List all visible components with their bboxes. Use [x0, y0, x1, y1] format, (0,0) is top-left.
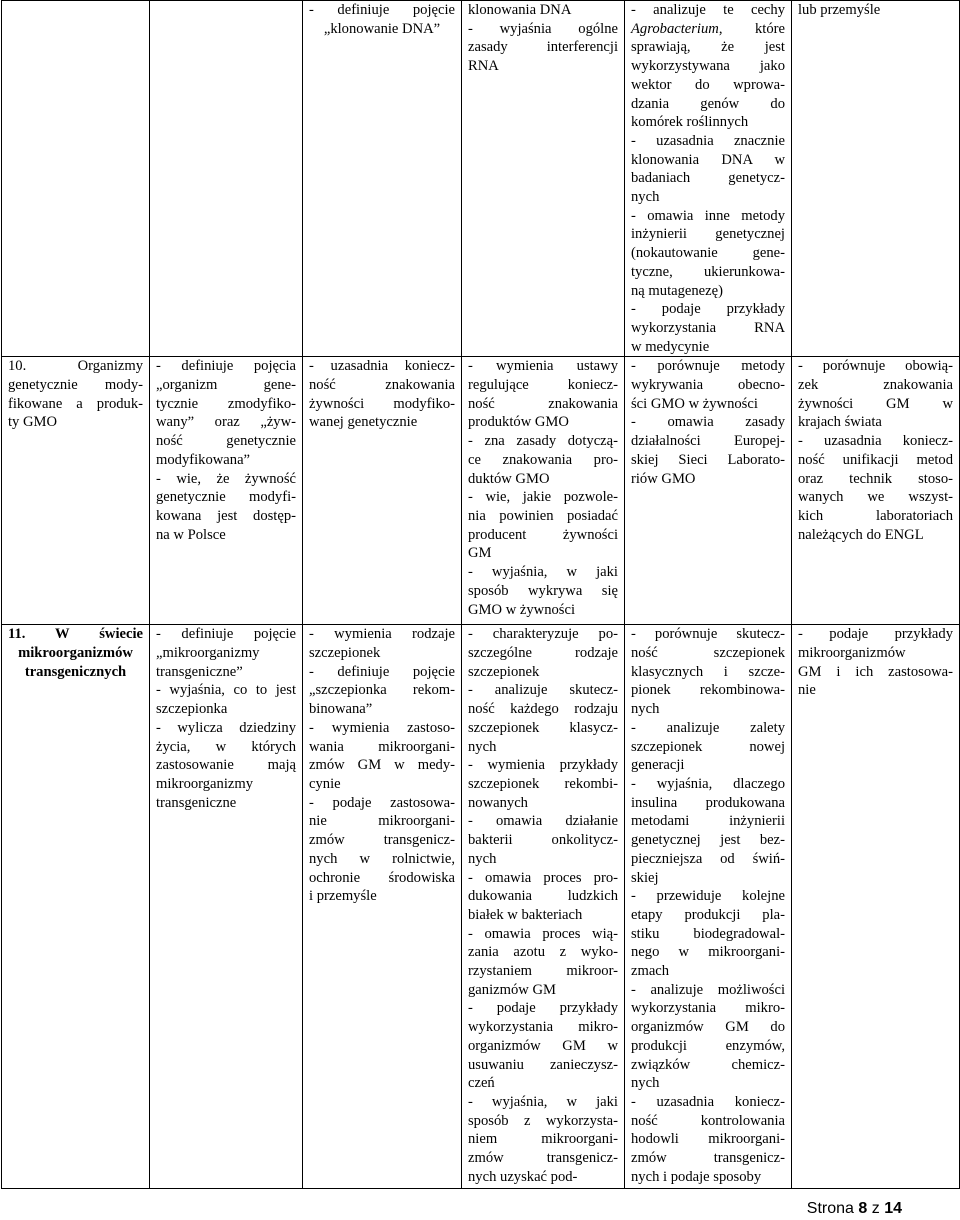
requirements-cell [625, 357, 792, 625]
text-line: GMO w żywności [468, 601, 576, 618]
text-line: stiku biodegradowal- [631, 925, 785, 942]
text-line: kowana jest dostęp- [156, 507, 296, 524]
text-line: produktów GMO [468, 414, 569, 431]
text-line: - przewiduje kolejne [631, 888, 785, 905]
text-line: szczególne rodzaje [468, 645, 618, 662]
requirements-cell [150, 1, 303, 357]
curriculum-table [1, 0, 960, 1189]
text-line: klasycznych i szcze- [631, 663, 785, 680]
text-line: modyfikowana” [156, 451, 251, 468]
text-line: szczepionek [309, 645, 381, 662]
text-line: - zna zasady dotyczą- [468, 433, 618, 450]
text-line: „klonowanie DNA” [323, 20, 441, 37]
text-line: - analizuje skutecz- [468, 682, 618, 699]
text-line: sposób wykrywa się [468, 582, 618, 599]
text-line: ści GMO w żywności [631, 395, 758, 412]
text-line: - uzasadnia znacznie [631, 132, 785, 149]
text-line: ność kontrolowania [631, 1112, 785, 1129]
text-line: klonowania DNA w [631, 151, 785, 168]
species-name: Agrobacterium [631, 20, 719, 37]
text-line: hodowli mikroorgani- [631, 1131, 785, 1148]
text-line: ną mutagenezę) [631, 282, 723, 299]
text-line: szczepionek klasycz- [468, 719, 618, 736]
text-line: nych [631, 189, 660, 206]
text-line: szczepionka [156, 701, 228, 718]
text-line: - omawia inne metody [631, 207, 785, 224]
text-line: zmów GM w medy- [309, 757, 455, 774]
text-line: - omawia proces pro- [468, 869, 618, 886]
topic-cell [2, 625, 150, 1189]
text-line: duktów GMO [468, 470, 550, 487]
text-line: ochronie środowiska [309, 869, 455, 886]
text-line: etapy produkcji pla- [631, 906, 785, 923]
text-line: nych i podaje sposoby [631, 1168, 762, 1185]
text-line: szczepionek [468, 663, 540, 680]
text-line: „szczepionka rekom- [309, 682, 455, 699]
topic-line: 10. Organizmy [8, 358, 143, 375]
text-line: komórek roślinnych [631, 114, 749, 131]
requirements-cell [150, 357, 303, 625]
text-line: - wyjaśnia, w jaki [468, 564, 618, 581]
text-line: - wyjaśnia, co to jest [156, 682, 296, 699]
text-line: - omawia zasady [631, 414, 785, 431]
text-line: lub przemyśle [798, 2, 881, 18]
text-line: ce znakowania pro- [468, 451, 618, 468]
text-line: krajach świata [798, 414, 882, 431]
text-line: zmów transgenicz- [309, 832, 455, 849]
requirements-cell [462, 1, 625, 357]
text-line: działalności Europej- [631, 433, 785, 450]
text-line: nych [631, 1075, 660, 1092]
text-line: - uzasadnia koniecz- [309, 358, 455, 375]
text-line: „mikroorganizmy [156, 645, 260, 662]
text-line: sposób z wykorzysta- [468, 1112, 618, 1129]
topic-line: genetycznie mody- [8, 377, 143, 394]
table-row [2, 357, 960, 625]
requirements-cell [303, 357, 462, 625]
text-line: żywności GM w [798, 395, 953, 412]
text-line: - omawia proces wią- [468, 925, 618, 942]
requirements-cell [792, 357, 960, 625]
text-line: organizmów GM w [468, 1037, 618, 1054]
text-line: wektor do wprowa- [631, 76, 785, 93]
text-line: zastosowanie mają [156, 757, 296, 774]
text-line: wykorzystania mikro- [631, 1000, 785, 1017]
requirements-cell [303, 625, 462, 1189]
text-line: „organizm gene- [156, 377, 296, 394]
topic-line: ty GMO [8, 414, 58, 431]
text-line: zania azotu z wyko- [468, 944, 618, 961]
text-line: badaniach genetycz- [631, 170, 785, 187]
text-line: wykorzystywana jako [631, 58, 785, 75]
text-line: - wyjaśnia ogólne [468, 20, 618, 37]
text-line: - wyjaśnia, dlaczego [631, 775, 785, 792]
text-line: - porównuje obowią- [798, 358, 953, 375]
text-line: wanej genetycznie [309, 414, 418, 431]
text-line: transgeniczne [156, 794, 237, 811]
text-line: usuwaniu zanieczysz- [468, 1056, 618, 1073]
text-line: genetycznie modyfi- [156, 489, 296, 506]
text-line: wykrywania obecno- [631, 377, 785, 394]
requirements-cell [150, 625, 303, 1189]
text-line: ność każdego rodzaju [468, 701, 618, 718]
text-line: klonowania DNA [468, 2, 572, 18]
text-line: na w Polsce [156, 526, 226, 543]
topic-line: transgenicznych [24, 663, 127, 680]
text-line: nego w mikroorgani- [631, 944, 785, 961]
text-line: nych [468, 738, 497, 755]
text-line: nowanych [468, 794, 528, 811]
page-number: Strona 8 z 14 [806, 1200, 902, 1217]
text-line: - wie, że żywność [156, 470, 296, 487]
requirements-cell [303, 1, 462, 357]
text-line: generacji [631, 757, 685, 774]
text-line: nych uzyskać pod- [468, 1168, 578, 1185]
text-line: binowana” [309, 701, 373, 718]
text-line: dukowania ludzkich [468, 888, 618, 905]
text-line: produkcji enzymów, [631, 1037, 785, 1054]
text-line: ność genetycznie [156, 433, 296, 450]
requirements-cell [625, 625, 792, 1189]
text-line: ność znakowania [309, 377, 455, 394]
text-line: riów GMO [631, 470, 696, 487]
text-line: GM i ich zastosowa- [798, 663, 953, 680]
text-line: inżynierii genetycznej [631, 226, 785, 243]
text-line: ganizmów GM [468, 981, 556, 998]
text-line: mikroorganizmy [156, 775, 254, 792]
text-line: transgeniczne” [156, 663, 243, 680]
text-line: - podaje zastosowa- [309, 794, 455, 811]
text-line: wanych we wszyst- [798, 489, 953, 506]
text-line: ność szczepionek [631, 645, 785, 662]
text-line: kich laboratoriach [798, 507, 953, 524]
text-line: zmach [631, 963, 670, 980]
text-line: w medycynie [631, 338, 710, 355]
text-line: życia, w których [156, 738, 296, 755]
text-line: metodami inżynierii [631, 813, 785, 830]
text-line: nie [798, 682, 816, 699]
text-line: niem mikroorgani- [468, 1131, 618, 1148]
topic-cell [2, 357, 150, 625]
text-line: - podaje przykłady [798, 626, 953, 643]
text-line: skiej [631, 869, 659, 886]
text-line: wykorzystania RNA [631, 319, 785, 336]
text-line: nia powinien posiadać [468, 507, 618, 524]
text-line: zasady interferencji [468, 39, 618, 56]
text-line: organizmów GM do [631, 1019, 785, 1036]
text-line: Agrobacterium, które [631, 20, 785, 37]
text-line: nych [468, 850, 497, 867]
text-line: - definiuje pojęcie [309, 2, 455, 18]
text-line: RNA [468, 58, 499, 75]
text-line: regulujące koniecz- [468, 377, 618, 394]
text-line: nie mikroorgani- [309, 813, 455, 830]
text-line: genetycznej jest bez- [631, 832, 785, 849]
text-line: białek w bakteriach [468, 906, 583, 923]
requirements-cell [462, 357, 625, 625]
table-row [2, 1, 960, 357]
text-line: zek znakowania [798, 377, 953, 394]
topic-line: mikroorganizmów [18, 645, 133, 662]
text-line: - charakteryzuje po- [468, 626, 618, 643]
text-line: ność znakowania [468, 395, 618, 412]
text-line: pieczniejsza od świń- [631, 850, 785, 867]
text-line: nych [631, 701, 660, 718]
text-line: (nokautowanie gene- [631, 245, 785, 262]
text-line: żywności modyfiko- [309, 395, 455, 412]
text-line: - omawia działanie [468, 813, 618, 830]
table-row [2, 625, 960, 1189]
text-line: - uzasadnia koniecz- [631, 1093, 785, 1110]
text-line: - wymienia zastoso- [309, 719, 455, 736]
text-line: związków chemicz- [631, 1056, 785, 1073]
text-line: - analizuje zalety [631, 719, 785, 736]
text-line: tyczne, ukierunkowa- [631, 263, 785, 280]
topic-line: 11. W świecie [8, 626, 143, 643]
text-line: - porównuje metody [631, 358, 785, 375]
text-line: dzania genów do [631, 95, 785, 112]
text-line: tycznie zmodyfiko- [156, 395, 296, 412]
text-line: - definiuje pojęcie [309, 663, 455, 680]
text-line: nych w rolnictwie, [309, 850, 455, 867]
text-line: - wymienia ustawy [468, 358, 618, 375]
text-line: - definiuje pojęcia [156, 358, 296, 375]
text-line: cynie [309, 775, 341, 792]
text-line: wany” oraz „żyw- [156, 414, 296, 431]
text-line: - analizuje możliwości [631, 981, 785, 998]
text-line: wykorzystania mikro- [468, 1019, 618, 1036]
text-line: zmów transgenicz- [631, 1150, 785, 1167]
text-line: rzystaniem mikroor- [468, 963, 618, 980]
text-line: szczepionek rekombi- [468, 775, 618, 792]
text-line: bakterii onkolitycz- [468, 832, 618, 849]
text-line: szczepionek nowej [631, 738, 785, 755]
text-line: - uzasadnia koniecz- [798, 433, 953, 450]
text-line: zmów transgenicz- [468, 1150, 618, 1167]
text-line: ność unifikacji metod [798, 451, 953, 468]
requirements-cell [625, 1, 792, 357]
text-line: sprawiają, że jest [631, 39, 785, 56]
text-line: należących do ENGL [798, 526, 924, 543]
topic-line: fikowane a produk- [8, 395, 143, 412]
topic-cell [2, 1, 150, 357]
text-line: - podaje przykłady [631, 301, 785, 318]
text-line: - porównuje skutecz- [631, 626, 785, 643]
text-line: skiej Sieci Laborato- [631, 451, 785, 468]
text-line: pionek rekombinowa- [631, 682, 785, 699]
text-line: mikroorganizmów [798, 645, 906, 662]
text-line: - definiuje pojęcie [156, 626, 296, 643]
text-line: - wymienia przykłady [468, 757, 618, 774]
requirements-cell [462, 625, 625, 1189]
text-line: - analizuje te cechy [631, 2, 785, 18]
text-line: i przemyśle [309, 888, 377, 905]
text-line: - podaje przykłady [468, 1000, 618, 1017]
text-line: oraz technik stoso- [798, 470, 953, 487]
text-line: - wymienia rodzaje [309, 626, 455, 643]
text-line: czeń [468, 1075, 495, 1092]
text-line: GM [468, 545, 492, 562]
requirements-cell [792, 625, 960, 1189]
requirements-cell [792, 1, 960, 357]
text-line: wania mikroorgani- [309, 738, 455, 755]
text-line: - wie, jakie pozwole- [468, 489, 618, 506]
text-line: producent żywności [468, 526, 618, 543]
text-line: - wyjaśnia, w jaki [468, 1093, 618, 1110]
text-line: - wylicza dziedziny [156, 719, 296, 736]
text-line: insulina produkowana [631, 794, 785, 811]
